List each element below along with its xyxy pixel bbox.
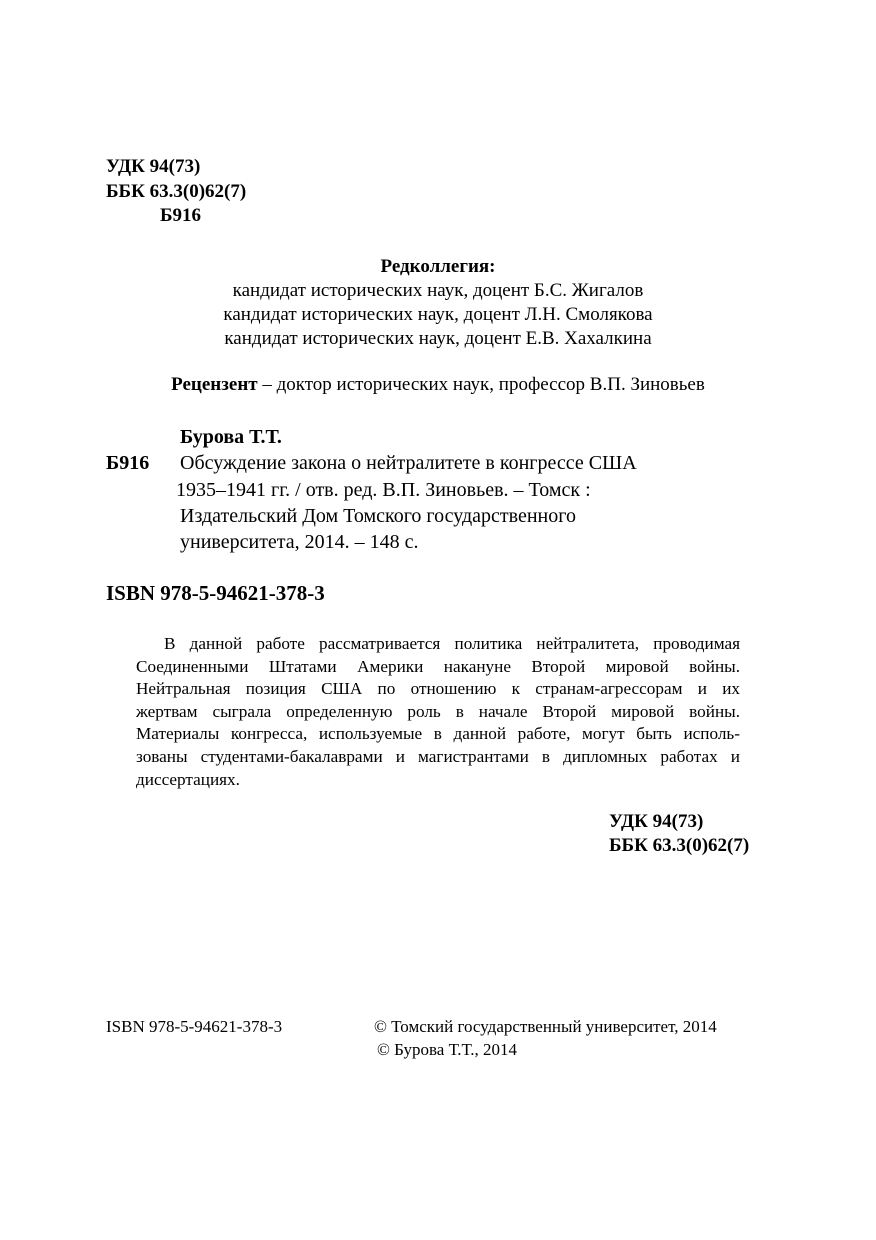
- abstract-line: диссертациях.: [136, 769, 240, 789]
- reviewer-label: Рецензент: [171, 374, 258, 395]
- book-title-line: 1935–1941 гг. / отв. ред. В.П. Зиновьев. – Томск :: [176, 479, 591, 501]
- copyright-line: © Бурова Т.Т., 2014: [377, 1040, 517, 1059]
- reviewer-text: – доктор исторических наук, профессор В.П. Зиновьев: [257, 374, 705, 395]
- editorial-member: кандидат исторических наук, доцент Е.В. Хахалкина: [224, 328, 652, 349]
- editorial-member: кандидат исторических наук, доцент Л.Н. Смолякова: [223, 304, 653, 325]
- abstract-line: Материалы конгресса, используемые в данной работе, могут быть исполь-: [136, 724, 740, 744]
- isbn-heading: ISBN 978-5-94621-378-3: [106, 581, 325, 605]
- abstract-line: Нейтральная позиция США по отношению к странам-агрессорам и их: [136, 679, 740, 699]
- book-title-line: Обсуждение закона о нейтралитете в конгрессе США: [180, 452, 637, 474]
- bbk-code-bottom: ББК 63.3(0)62(7): [609, 835, 750, 856]
- book-title-line: университета, 2014. – 148 с.: [180, 531, 419, 553]
- editorial-member: кандидат исторических наук, доцент Б.С. Жигалов: [232, 280, 644, 301]
- book-author: Бурова Т.Т.: [180, 426, 282, 448]
- copyright-line: © Томский государственный университет, 2014: [374, 1017, 717, 1036]
- udk-code-bottom: УДК 94(73): [609, 811, 704, 832]
- bbk-code: ББК 63.3(0)62(7): [106, 181, 247, 202]
- abstract-line: В данной работе рассматривается политика нейтралитета, проводимая: [164, 634, 740, 653]
- editorial-title: Редколлегия:: [380, 256, 496, 277]
- abstract-line: Соединенными Штатами Америки накануне Второй мировой войны.: [136, 656, 740, 676]
- footer-isbn: ISBN 978-5-94621-378-3: [106, 1017, 283, 1036]
- abstract-line: жертвам сыграла определенную роль в начале Второй мировой войны.: [136, 701, 740, 721]
- abstract-line: зованы студентами-бакалаврами и магистрантами в дипломных работах и: [136, 746, 740, 766]
- author-mark: Б916: [160, 205, 202, 226]
- udk-code: УДК 94(73): [106, 156, 201, 177]
- book-title-line: Издательский Дом Томского государственного: [180, 505, 576, 527]
- abstract: [136, 633, 740, 791]
- reviewer-line: [0, 373, 876, 397]
- book-mark: Б916: [106, 452, 150, 474]
